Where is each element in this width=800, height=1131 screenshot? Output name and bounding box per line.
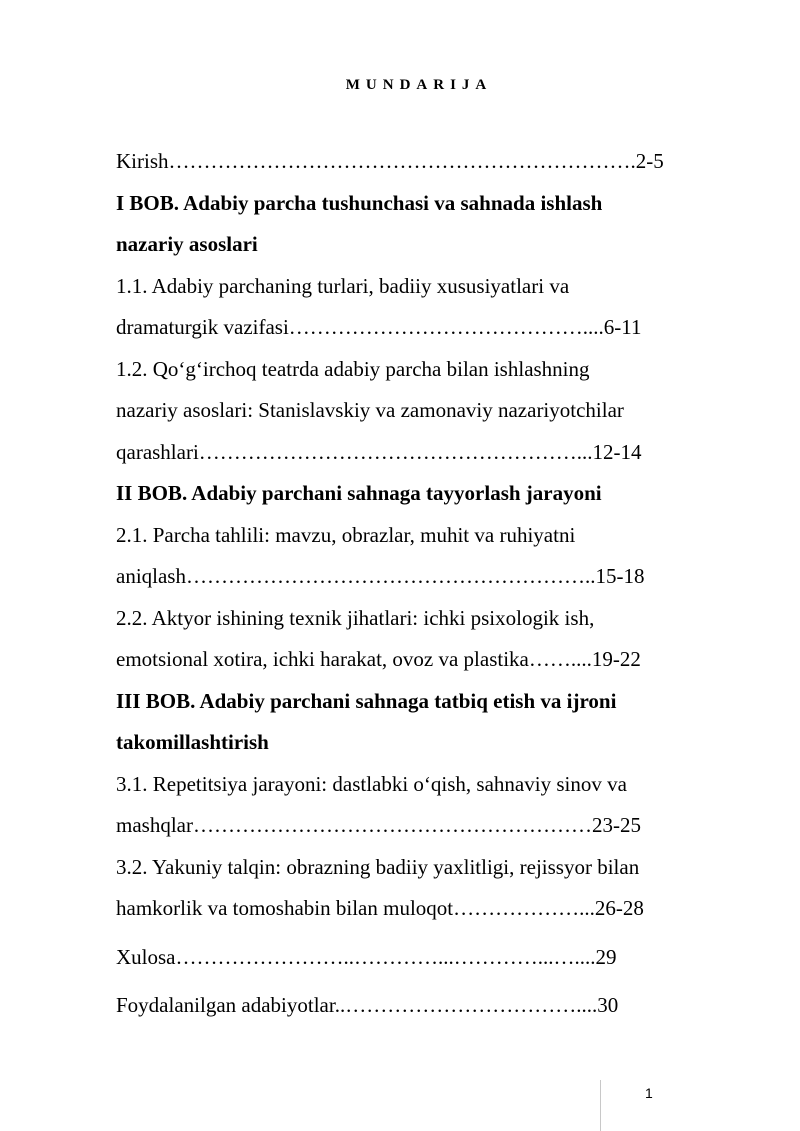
toc-entry-2-2: 2.2. Aktyor ishining texnik jihatlari: ichki psixologik ish, [116,605,595,630]
toc-chapter-2-heading: II BOB. Adabiy parchani sahnaga tayyorlash jarayoni [116,481,602,505]
toc-entry-2-2-cont: emotsional xotira, ichki harakat, ovoz va plastika……....19-22 [116,647,641,671]
page-number: 1 [645,1085,653,1101]
toc-chapter-1-heading: I BOB. Adabiy parcha tushunchasi va sahnada ishlash [116,190,603,215]
toc-entry-1-2: 1.2. Qo‘g‘irchoq teatrda adabiy parcha bilan ishlashning [116,356,590,381]
toc-entry-1-2-cont2: qarashlari………………………………………………...12-14 [116,439,642,464]
toc-entry-3-2: 3.2. Yakuniy talqin: obrazning badiiy yaxlitligi, rejissyor bilan [116,854,640,879]
toc-chapter-1-heading-cont: nazariy asoslari [116,232,258,256]
toc-entry-1-2-cont: nazariy asoslari: Stanislavskiy va zamonaviy nazariyotchilar [116,398,624,422]
toc-chapter-3-heading-cont: takomillashtirish [116,730,269,754]
toc-entry-1-1-cont: dramaturgik vazifasi……………………………………....6-11 [116,315,642,339]
toc-entry-1-1: 1.1. Adabiy parchaning turlari, badiiy xususiyatlari va [116,273,570,298]
toc-entry-3-1-cont: mashqlar…………………………………………………23-25 [116,813,641,837]
toc-entry-3-1: 3.1. Repetitsiya jarayoni: dastlabki o‘qish, sahnaviy sinov va [116,771,627,796]
toc-chapter-3-heading: III BOB. Adabiy parchani sahnaga tatbiq etish va ijroni [116,688,617,713]
toc-entry-adabiyotlar: Foydalanilgan adabiyotlar..……………………………....30 [116,993,619,1017]
toc-entry-3-2-cont: hamkorlik va tomoshabin bilan muloqot………………...26-28 [116,896,644,920]
toc-entry-2-1-cont: aniqlash…………………………………………………..15-18 [116,564,645,588]
toc-entry-2-1: 2.1. Parcha tahlili: mavzu, obrazlar, muhit va ruhiyatni [116,522,576,547]
table-of-contents [116,141,726,1027]
toc-title: MUNDARIJA [345,77,493,93]
toc-entry-xulosa: Xulosa……………………..…………...…………...…....29 [116,944,617,969]
toc-entry-kirish: Kirish………………………………………………………….2-5 [116,149,664,173]
page-number-divider [600,1080,601,1131]
